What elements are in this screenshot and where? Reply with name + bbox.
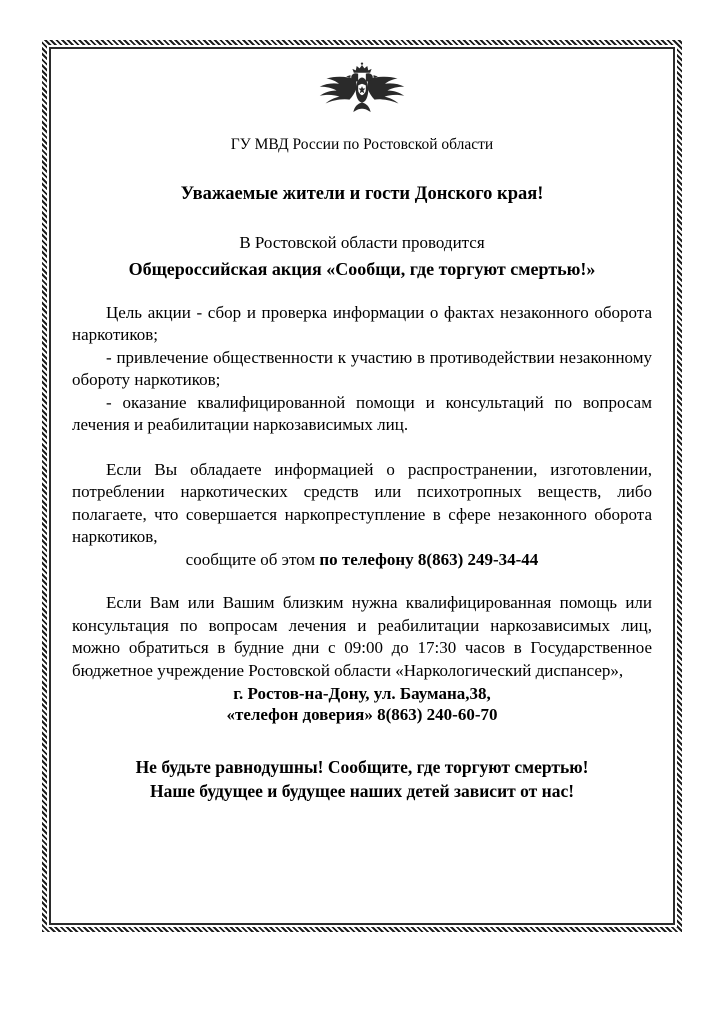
document-content xyxy=(60,56,664,916)
emblem-container xyxy=(72,62,652,118)
report-prefix: сообщите об этом xyxy=(185,550,320,570)
address-line: г. Ростов-на-Дону, ул. Баумана,38, xyxy=(233,684,491,704)
organization-line: ГУ МВД России по Ростовской области xyxy=(230,136,494,153)
goal-item-2: - привлечение общественности к участию в противодействии незаконному обороту наркотиков; xyxy=(72,347,652,390)
report-phone: по телефону 8(863) 249-34-44 xyxy=(319,550,539,570)
help-paragraph: Если Вам или Вашим близким нужна квалифицированная помощь или консультация по вопросам лечения и реабилитации наркозависимых лиц, можно обратиться в будние дни с 09:00 до 17:30 часов в Государственное бюджетное учреждение Ростовской области «Наркологический диспансер», xyxy=(72,593,652,680)
report-line xyxy=(72,550,652,570)
document-title: Уважаемые жители и гости Донского края! xyxy=(180,184,544,204)
subtitle-line-2: Общероссийская акция «Сообщи, где торгуют смертью!» xyxy=(128,259,596,279)
subtitle-line-1: В Ростовской области проводится xyxy=(239,233,485,252)
info-paragraph: Если Вы обладаете информацией о распространении, изготовлении, потреблении наркотических средств или психотропных веществ, либо полагаете, что совершается наркопреступление в сфере незаконного оборота наркотиков, xyxy=(72,459,652,546)
final-line-2: Наше будущее и будущее наших детей зависит от нас! xyxy=(149,781,575,802)
final-line-1: Не будьте равнодушны! Сообщите, где торгуют смертью! xyxy=(135,757,589,778)
mvd-eagle-emblem-icon xyxy=(314,62,410,118)
goal-item-3: - оказание квалифицированной помощи и консультаций по вопросам лечения и реабилитации наркозависимых лиц. xyxy=(72,392,652,435)
trust-phone-line: «телефон доверия» 8(863) 240-60-70 xyxy=(226,705,498,725)
goal-paragraph: Цель акции - сбор и проверка информации о фактах незаконного оборота наркотиков; xyxy=(72,303,652,345)
